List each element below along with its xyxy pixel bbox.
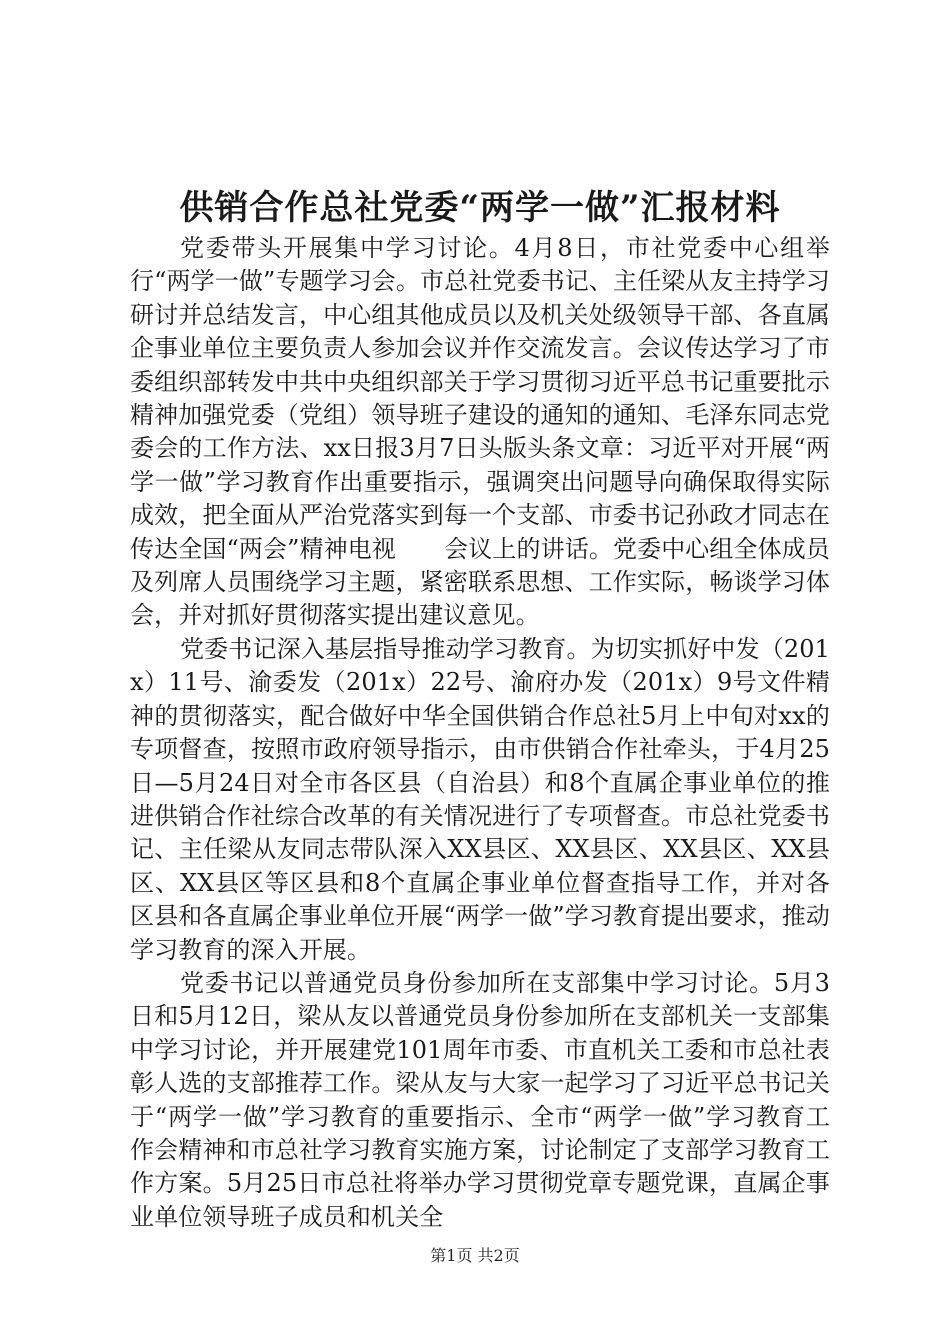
document-body <box>130 232 830 1234</box>
body-paragraph-1: 党委带头开展集中学习讨论。4月8日，市社党委中心组举行“两学一做”专题学习会。市总社党委书记、主任梁从友主持学习研讨并总结发言，中心组其他成员以及机关处级领导干部、各直属企事业单位主要负责人参加会议并作交流发言。会议传达学习了市委组织部转发中共中央组织部关于学习贯彻习近平总书记重要批示精神加强党委（党组）领导班子建设的通知的通知、毛泽东同志党委会的工作方法、xx日报3月7日头版头条文章：习近平对开展“两学一做”学习教育作出重要指示，强调突出问题导向确保取得实际成效，把全面从严治党落实到每一个支部、市委书记孙政才同志在传达全国“两会”精神电视 会议上的讲话。党委中心组全体成员及列席人员围绕学习主题，紧密联系思想、工作实际，畅谈学习体会，并对抓好贯彻落实提出建议意见。 <box>130 234 830 630</box>
body-paragraph-3: 党委书记以普通党员身份参加所在支部集中学习讨论。5月3日和5月12日，梁从友以普通党员身份参加所在支部机关一支部集中学习讨论，并开展建党101周年市委、市直机关工委和市总社表彰人选的支部推荐工作。梁从友与大家一起学习了习近平总书记关于“两学一做”学习教育的重要指示、全市“两学一做”学习教育工作会精神和市总社学习教育实施方案，讨论制定了支部学习教育工作方案。5月25日市总社将举办学习贯彻党章专题党课，直属企事业单位领导班子成员和机关全 <box>130 968 830 1231</box>
document-title: 供销合作总社党委“两学一做”汇报材料 <box>179 188 781 228</box>
page-number-footer: 第1页 共2页 <box>430 1246 520 1265</box>
body-paragraph-2: 党委书记深入基层指导推动学习教育。为切实抓好中发（201x）11号、渝委发（201x）22号、渝府办发（201x）9号文件精神的贯彻落实，配合做好中华全国供销合作总社5月上中旬对xx的专项督查，按照市政府领导指示，由市供销合作社牵头，于4月25日—5月24日对全市各区县（自治县）和8个直属企事业单位的推进供销合作社综合改革的有关情况进行了专项督查。市总社党委书记、主任梁从友同志带队深入XX县区、XX县区、XX县区、XX县区、XX县区等区县和8个直属企事业单位督查指导工作，并对各区县和各直属企事业单位开展“两学一做”学习教育提出要求，推动学习教育的深入开展。 <box>130 634 830 964</box>
